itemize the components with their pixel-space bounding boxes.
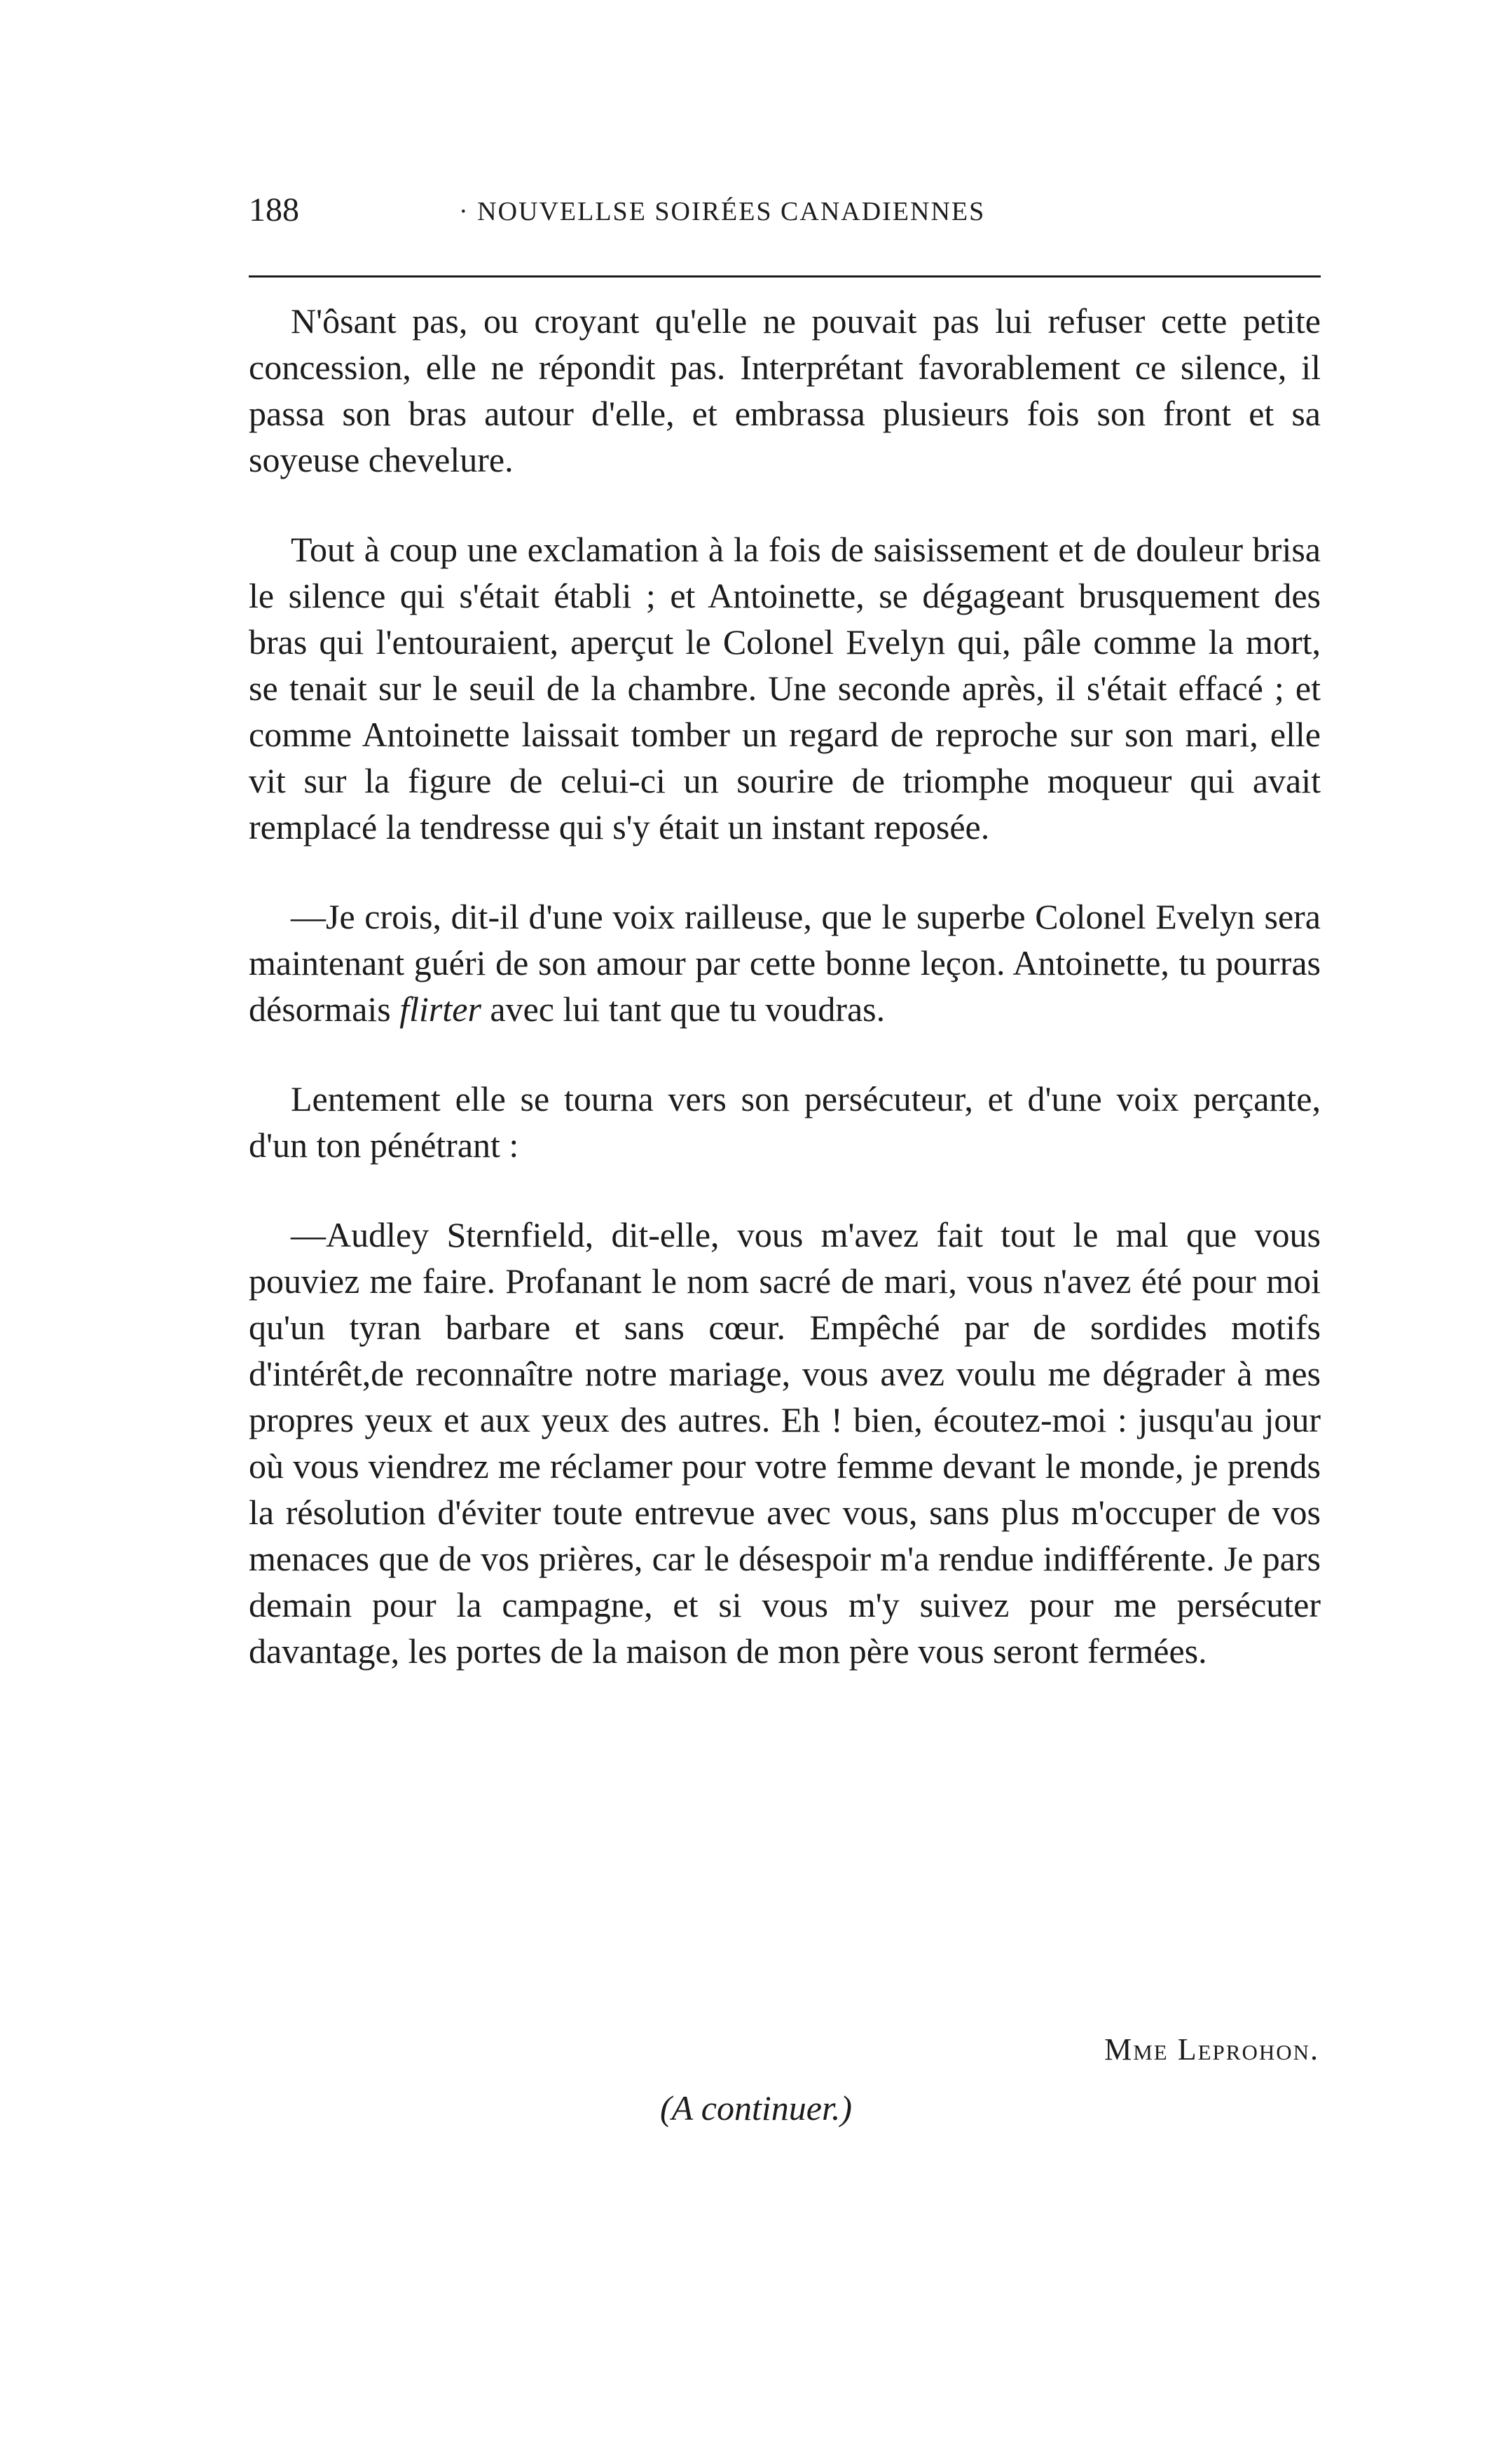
paragraph-3-after: avec lui tant que tu voudras. [481,989,886,1029]
italic-word-flirter: flirter [399,989,481,1029]
paragraph-3-before: —Je crois, dit-il d'une voix railleuse, que le superbe Colonel Evelyn sera maintenant guéri de son amour par cette bonne leçon. Antoinette, tu pourras désormais [249,897,1321,1029]
body-text [249,298,1321,1718]
page-header [249,189,1321,238]
continuation-note: (A continuer.) [659,2088,853,2128]
paragraph-5: —Audley Sternfield, dit-elle, vous m'avez fait tout le mal que vous pouviez me faire. Profanant le nom sacré de mari, vous n'avez été pour moi qu'un tyran barbare et sans cœur. Empêché par de sordides motifs d'intérêt,de reconnaître notre mariage, vous avez voulu me dégrader à mes propres yeux et aux yeux des autres. Eh ! bien, écoutez-moi : jusqu'au jour où vous viendrez me réclamer pour votre femme devant le monde, je prends la résolution d'éviter toute entrevue avec vous, sans plus m'occuper de vos menaces que de vos prières, car le désespoir m'a rendue indifférente. Je pars demain pour la campagne, et si vous m'y suivez pour me persécuter davantage, les portes de la maison de mon père vous seront fermées. [249,1215,1321,1671]
paragraph-3 [249,893,1321,1032]
running-title: · NOUVELLSE SOIRÉES CANADIENNES [459,197,986,226]
paragraph-2: Tout à coup une exclamation à la fois de saisissement et de douleur brisa le silence qui s'était établi ; et Antoinette, se dégageant brusquement des bras qui l'entouraient, aperçut le Colonel Evelyn qui, pâle comme la mort, se tenait sur le seuil de la chambre. Une seconde après, il s'était effacé ; et comme Antoinette laissait tomber un regard de reproche sur son mari, elle vit sur la figure de celui-ci un sourire de triomphe moqueur qui avait remplacé la tendresse qui s'y était un instant reposée. [249,530,1321,847]
paragraph-1: N'ôsant pas, ou croyant qu'elle ne pouvait pas lui refuser cette petite concession, elle ne répondit pas. Interprétant favorablement ce silence, il passa son bras autour d'elle, et embrassa plusieurs fois son front et sa soyeuse chevelure. [249,301,1321,479]
paragraph-4: Lentement elle se tourna vers son persécuteur, et d'une voix perçante, d'un ton pénétrant : [249,1079,1321,1165]
header-rule [249,275,1321,278]
page-number: 188 [249,191,299,228]
author-signature: Mme Leprohon. [1104,2032,1319,2067]
